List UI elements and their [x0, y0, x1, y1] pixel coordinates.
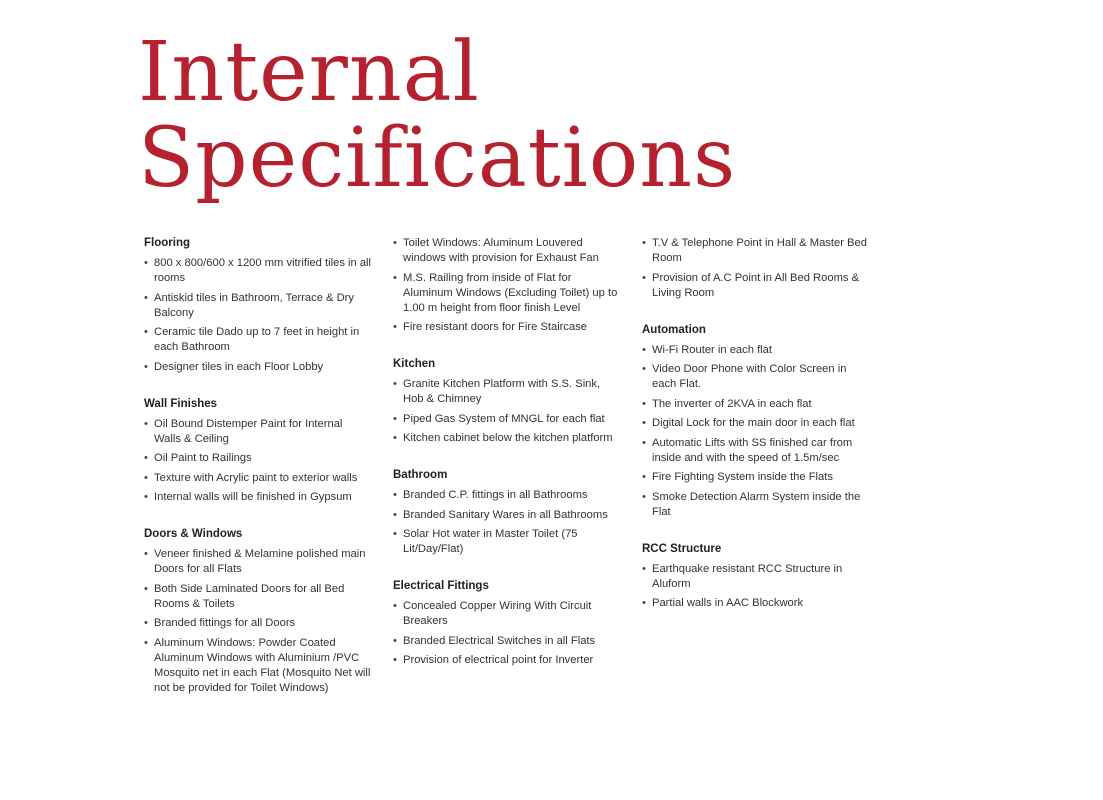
spec-item: • Oil Paint to Railings	[144, 451, 372, 466]
spec-item: • Partial walls in AAC Blockwork	[642, 596, 870, 611]
spec-item: • Designer tiles in each Floor Lobby	[144, 360, 372, 375]
spec-item: • 800 x 800/600 x 1200 mm vitrified tiles in all rooms	[144, 256, 372, 286]
spec-item: • Branded Sanitary Wares in all Bathrooms	[393, 508, 621, 523]
spec-section	[144, 527, 372, 696]
spec-section	[144, 397, 372, 506]
spec-list	[642, 562, 870, 612]
spec-item: • Kitchen cabinet below the kitchen platform	[393, 431, 621, 446]
spec-item: • Earthquake resistant RCC Structure in Aluform	[642, 562, 870, 592]
spec-section	[393, 357, 621, 446]
spec-column-1	[144, 236, 372, 718]
spec-item: • Automatic Lifts with SS finished car from inside and with the speed of 1.5m/sec	[642, 436, 870, 466]
spec-list	[642, 343, 870, 520]
title-line-2: Specifications	[138, 111, 737, 206]
spec-item: • Piped Gas System of MNGL for each flat	[393, 412, 621, 427]
spec-item: • Oil Bound Distemper Paint for Internal Walls & Ceiling	[144, 417, 372, 447]
spec-item: • Fire resistant doors for Fire Staircase	[393, 320, 621, 335]
section-heading: RCC Structure	[642, 542, 722, 555]
spec-item: • Granite Kitchen Platform with S.S. Sink, Hob & Chimney	[393, 377, 621, 407]
spec-item: • Both Side Laminated Doors for all Bed Rooms & Toilets	[144, 582, 372, 612]
spec-section	[144, 236, 372, 375]
section-heading: Flooring	[144, 237, 190, 249]
spec-list	[144, 547, 372, 696]
section-heading: Automation	[642, 323, 706, 336]
spec-list	[393, 377, 621, 446]
spec-section	[642, 236, 870, 301]
spec-item: • Provision of A.C Point in All Bed Rooms & Living Room	[642, 271, 870, 301]
section-heading: Electrical Fittings	[393, 580, 489, 592]
spec-section	[642, 542, 870, 612]
section-heading: Wall Finishes	[144, 397, 218, 410]
spec-list	[144, 417, 372, 506]
spec-item: • Concealed Copper Wiring With Circuit Breakers	[393, 599, 621, 629]
spec-column-2	[393, 236, 621, 690]
spec-item: • Aluminum Windows: Powder Coated Aluminum Windows with Aluminium /PVC Mosquito net in each Flat (Mosquito Net will not be provided for Toilet Windows)	[144, 636, 372, 696]
spec-column-3	[642, 236, 870, 633]
section-heading: Kitchen	[393, 358, 436, 370]
spec-item: • Digital Lock for the main door in each flat	[642, 416, 870, 431]
spec-item: • Texture with Acrylic paint to exterior walls	[144, 471, 372, 486]
section-heading: Doors & Windows	[144, 528, 243, 540]
spec-list	[393, 236, 621, 335]
spec-list	[144, 256, 372, 375]
spec-item: • Branded fittings for all Doors	[144, 616, 372, 631]
spec-item: • Wi-Fi Router in each flat	[642, 343, 870, 358]
spec-item: • Provision of electrical point for Inverter	[393, 653, 621, 668]
spec-item: • Toilet Windows: Aluminum Louvered windows with provision for Exhaust Fan	[393, 236, 621, 266]
spec-item: • M.S. Railing from inside of Flat for Aluminum Windows (Excluding Toilet) up to 1.00 m height from floor finish Level	[393, 271, 621, 316]
spec-item: • Ceramic tile Dado up to 7 feet in height in each Bathroom	[144, 325, 372, 355]
title-line-1: Internal	[138, 25, 480, 120]
spec-item: • Solar Hot water in Master Toilet (75 Lit/Day/Flat)	[393, 527, 621, 557]
section-heading: Bathroom	[393, 469, 448, 481]
spec-item: • Internal walls will be finished in Gypsum	[144, 490, 372, 505]
spec-section	[393, 236, 621, 335]
page-title	[138, 25, 737, 206]
spec-list	[642, 236, 870, 301]
spec-item: • Smoke Detection Alarm System inside the Flat	[642, 490, 870, 520]
spec-item: • Branded C.P. fittings in all Bathrooms	[393, 488, 621, 503]
spec-item: • T.V & Telephone Point in Hall & Master Bed Room	[642, 236, 870, 266]
spec-section	[393, 579, 621, 668]
spec-section	[393, 468, 621, 557]
spec-item: • Antiskid tiles in Bathroom, Terrace & Dry Balcony	[144, 291, 372, 321]
spec-list	[393, 488, 621, 557]
spec-item: • Fire Fighting System inside the Flats	[642, 470, 870, 485]
spec-section	[642, 323, 870, 520]
spec-list	[393, 599, 621, 668]
spec-item: • The inverter of 2KVA in each flat	[642, 397, 870, 412]
spec-item: • Video Door Phone with Color Screen in each Flat.	[642, 362, 870, 392]
spec-item: • Veneer finished & Melamine polished main Doors for all Flats	[144, 547, 372, 577]
spec-item: • Branded Electrical Switches in all Flats	[393, 634, 621, 649]
